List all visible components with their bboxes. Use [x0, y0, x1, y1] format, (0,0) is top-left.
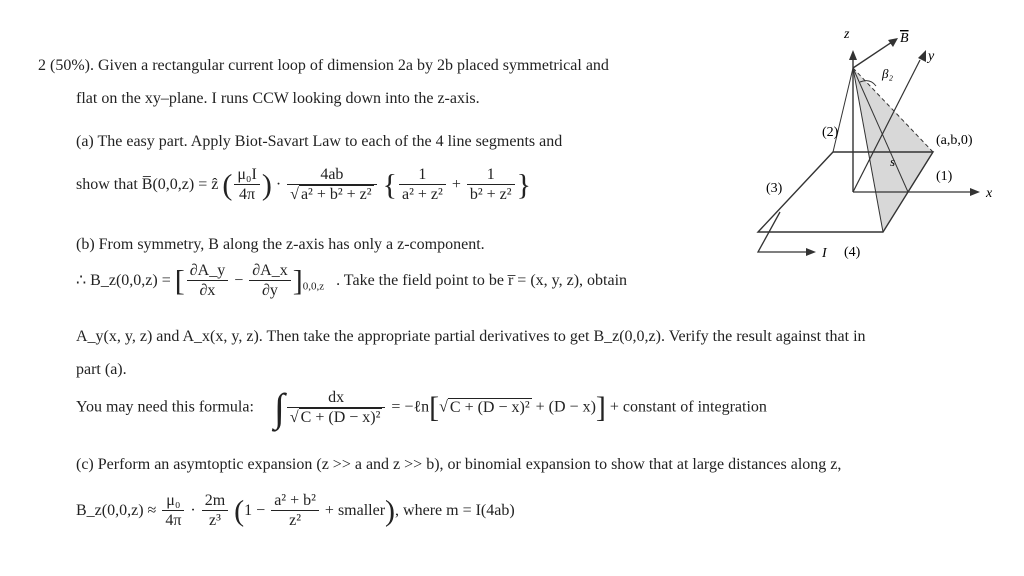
part-c-intro: (c) Perform an asymtoptic expansion (z >> a and z >> b), or binomial expansion to show that at large distances along z,	[76, 456, 842, 473]
b-vector	[853, 42, 892, 68]
shaded-triangle	[853, 68, 933, 232]
segment-3-label: (3)	[766, 181, 783, 196]
term-2-fraction: $\frac{1}{\text{b² + z²}}$	[467, 166, 515, 205]
s-label: s	[890, 154, 896, 169]
b-label: B	[900, 31, 909, 46]
4ab-fraction: $\frac{4ab}{\text{√ a² + b² + z²}}$	[287, 166, 376, 205]
part-a-intro: (a) The easy part. Apply Biot-Savart Law to each of the 4 line segments and	[76, 133, 563, 150]
problem-number-line: 2 (50%). Given a rectangular current loop of dimension 2a by 2b placed symmetrical and	[38, 57, 609, 74]
part-b-line-4: part (a).	[76, 361, 127, 378]
integral-sign: ∫	[273, 385, 285, 430]
dAx-dy-fraction: $\frac{\partial A\_x}{\partial y}$	[249, 262, 290, 301]
evaluation-point: 0,0,z	[302, 280, 325, 293]
term-1-fraction: $\frac{1}{\text{a² + z²}}$	[399, 166, 446, 205]
segment-1-label: (1)	[936, 169, 953, 184]
field-point-text: . Take the field point to be r̅ = (x, y, z), obtain	[336, 272, 628, 290]
y-label: y	[928, 49, 935, 64]
current-label: I	[822, 246, 827, 261]
problem-header	[38, 57, 609, 75]
x-arrow-icon	[970, 188, 980, 196]
integrand-fraction: $\frac{dx}{\text{√ C + (D − x)²}}$	[287, 389, 386, 428]
formula-label: You may need this formula:	[76, 398, 254, 416]
z-arrow-icon	[849, 50, 857, 60]
segment-2-label: (2)	[822, 125, 839, 140]
dAy-dx-fraction: $\frac{\partial A\_y}{\partial x}$	[187, 262, 228, 301]
part-c-lhs: B_z(0,0,z) ≈	[76, 502, 157, 520]
y-arrow-icon	[918, 50, 926, 62]
beta-label: β₂	[882, 66, 893, 81]
integral-formula: You may need this formula: ∫ $\frac{dx}{\text{√ C + (D − x)²}}$ = −ℓn[√ C + (D − x)² + (D − x)] + constant of integration	[76, 385, 767, 430]
part-b-intro: (b) From symmetry, B along the z-axis has only a z-component.	[76, 236, 485, 253]
current-loop-figure	[740, 20, 1010, 280]
x-label: x	[986, 186, 993, 201]
problem-line-2: flat on the xy–plane. I runs CCW looking down into the z-axis.	[76, 90, 480, 107]
z-label: z	[844, 27, 850, 42]
part-c-equation: B_z(0,0,z) ≈ $\frac{\text{μ₀}}{4\pi}$ · $\frac{2m}{\text{z³}}$ (1 − $\frac{\text{a² + b²}}{\text{z²}}$ + smaller), where m = I(4ab)	[76, 492, 515, 529]
show-that-label: show that	[76, 176, 138, 194]
part-b-equation: ∴ B_z(0,0,z) = [ $\frac{\partial A\_y}{\partial x}$ − $\frac{\partial A\_x}{\partial y}$ ]$_{0,0,z}$ . Take the field point to be r̅ = (x, y, z), obtain	[76, 262, 628, 299]
current-arrow-icon	[806, 248, 816, 256]
part-b-line-3: A_y(x, y, z) and A_x(x, y, z). Then take the appropriate partial derivatives to get B_z(0,0,z). Verify the result against that in	[76, 328, 866, 345]
part-a-lhs: B̅(0,0,z) = ẑ	[141, 176, 219, 194]
part-b-lhs: ∴ B_z(0,0,z) =	[76, 272, 171, 290]
part-a-equation: show that B̅(0,0,z) = ẑ ( $\frac{\text{μ₀I}}{4\pi}$ ) · $\frac{4ab}{\text{√ a² + b² + z²}}$ { $\frac{1}{\text{a² + z²}}$ + $\frac{1}{\text{b² + z²}}$ }	[76, 166, 531, 203]
b-arrow-icon	[888, 38, 898, 47]
segment-4-label: (4)	[844, 245, 861, 260]
mu-over-4pi: $\frac{\text{μ₀I}}{4\pi}$	[234, 166, 259, 205]
corner-label: (a,b,0)	[936, 133, 973, 148]
